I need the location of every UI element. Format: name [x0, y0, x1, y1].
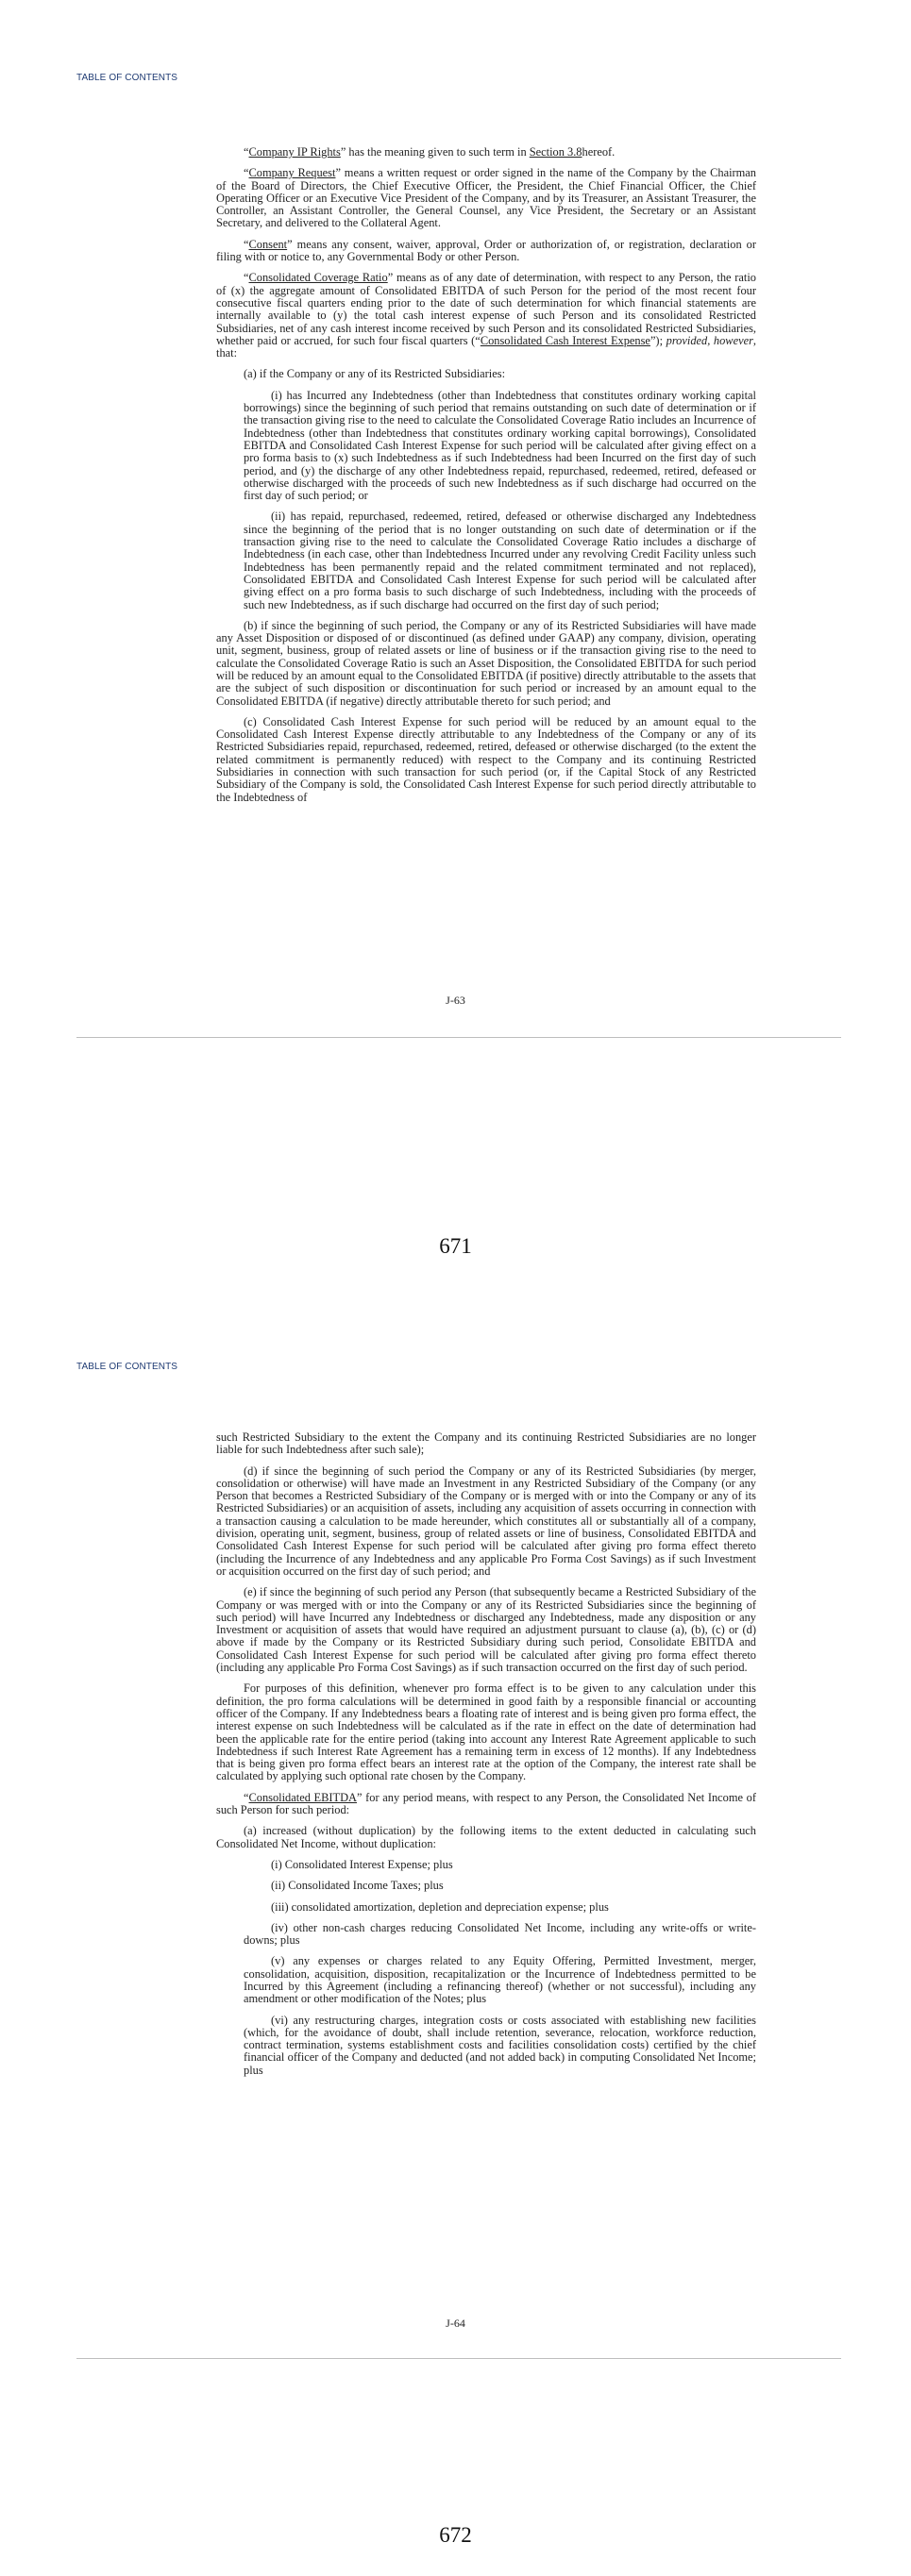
defined-term: Consolidated EBITDA [248, 1790, 357, 1804]
table-of-contents-link[interactable]: TABLE OF CONTENTS [76, 73, 178, 83]
definition-consent: “Consent” means any consent, waiver, approval, Order or authorization of, or registration, declaration or filing with or notice to, any Governmental Body or other Person. [216, 237, 756, 264]
ebitda-item-iv: (iv) other non-cash charges reducing Consolidated Net Income, including any write-offs or write-downs; plus [244, 1920, 756, 1948]
page-footer-number: J-63 [446, 994, 465, 1007]
defined-term: Consent [248, 237, 288, 251]
page-footer-number: J-64 [446, 2317, 465, 2330]
table-of-contents-link[interactable]: TABLE OF CONTENTS [76, 1362, 178, 1372]
page-number: 671 [439, 1234, 472, 1258]
definition-consolidated-ebitda: “Consolidated EBITDA” for any period means, with respect to any Person, the Consolidated Net Income of such Person for such period: [216, 1790, 756, 1817]
ebitda-item-v: (v) any expenses or charges related to any Equity Offering, Permitted Investment, merger, consolidation, acquisition, disposition, recapitalization or the Incurrence of Indebtedness permitted to be Incurred by this Agreement (including a refinancing thereof) (whether or not successful), including any amendment or other modification of the Notes; plus [244, 1954, 756, 2006]
ebitda-item-i: (i) Consolidated Interest Expense; plus [271, 1857, 453, 1871]
pro-forma-paragraph: For purposes of this definition, whenever pro forma effect is to be given to any calculation under this definition, the pro forma calculations will be determined in good faith by a responsible financial or accounting officer of the Company. If any Indebtedness bears a floating rate of interest and is being given pro forma effect, the interest expense on such Indebtedness will be calculated as if the rate in effect on the date of determination had been the applicable rate for the entire period (taking into account any Interest Rate Agreement applicable to such Indebtedness if such Interest Rate Agreement has a remaining term in excess of 12 months). If any Indebtedness that is being given pro forma effect bears an interest rate at the option of the Company, the interest rate shall be calculated by applying such optional rate chosen by the Company. [216, 1681, 756, 1783]
page-number: 672 [439, 2523, 472, 2547]
definition-company-request: “Company Request” means a written request or order signed in the name of the Company by the Chairman of the Board of Directors, the Chief Executive Officer, the President, the Chief Financial Officer, the Chief Operating Officer or an Executive Vice President of the Company, and by its Treasurer, an Assistant Treasurer, the Controller, an Assistant Controller, the General Counsel, any Vice President, the Secretary or an Assistant Secretary, and delivered to the Collateral Agent. [216, 166, 756, 230]
clause-b: (b) if since the beginning of such period, the Company or any of its Restricted Subsidiaries will have made any Asset Disposition or disposed of or discontinued (as defined under GAAP) any company, division, operating unit, segment, business, group of related assets or line of business or if the transaction giving rise to the need to calculate the Consolidated Coverage Ratio is such an Asset Disposition, the Consolidated EBITDA for such period will be reduced by an amount equal to the Consolidated EBITDA (if positive) directly attributable to the assets that are the subject of such disposition or discontinuation for such period or increased by an amount equal to the Consolidated EBITDA (if negative) directly attributable thereto for such period; and [216, 618, 756, 708]
page-1-body [216, 146, 756, 812]
ebitda-clause-a: (a) increased (without duplication) by the following items to the extent deducted in calculating such Consolidated Net Income, without duplication: [216, 1824, 756, 1850]
ebitda-item-ii: (ii) Consolidated Income Taxes; plus [271, 1879, 444, 1893]
page-divider [76, 2358, 841, 2359]
clause-a-ii: (ii) has repaid, repurchased, redeemed, retired, defeased or otherwise discharged any Indebtedness since the beginning of the period that is no longer outstanding on such date of determination or if the transaction giving rise to the need to calculate the Consolidated Coverage Ratio includes a discharge of Indebtedness (in each case, other than Indebtedness Incurred under any revolving Credit Facility unless such Indebtedness has been permanently repaid and the related commitment terminated and not replaced), Consolidated EBITDA and Consolidated Cash Interest Expense for such period will be calculated after giving effect on a pro forma basis to such discharge of such Indebtedness, including with the proceeds of such new Indebtedness, as if such discharge had occurred on the first day of such period; [244, 510, 756, 611]
ebitda-item-vi: (vi) any restructuring charges, integration costs or costs associated with establishing new facilities (which, for the avoidance of doubt, shall include retention, severance, relocation, workforce reduction, contract termination, systems establishment costs and facilities consolidation costs) certified by the chief financial officer of the Company and deducted (and not added back) in computing Consolidated Net Income; plus [244, 2013, 756, 2077]
clause-c-continued: such Restricted Subsidiary to the extent the Company and its continuing Restricted Subsidiaries are no longer liable for such Indebtedness after such sale); [216, 1430, 756, 1457]
defined-term: Consolidated Cash Interest Expense [480, 333, 650, 347]
defined-term: Company Request [248, 166, 336, 180]
ebitda-item-iii: (iii) consolidated amortization, depletion and depreciation expense; plus [271, 1899, 609, 1914]
clause-e: (e) if since the beginning of such period any Person (that subsequently became a Restricted Subsidiary of the Company or was merged with or into the Company or any of its Restricted Subsidiaries since the beginning of such period) will have Incurred any Indebtedness or discharged any Indebtedness, made any disposition or any Investment or acquisition of assets that would have required an adjustment pursuant to clause (a), (b), (c) or (d) above if made by the Company or its Restricted Subsidiary during such period, Consolidate EBITDA and Consolidated Cash Interest Expense for such period will be calculated after giving pro forma effect thereto (including any applicable Pro Forma Cost Savings) as if such transaction occurred on the first day of such period. [216, 1585, 756, 1675]
definition-company-ip-rights: “Company IP Rights” has the meaning given to such term in Section 3.8hereof. [244, 145, 616, 159]
clause-c: (c) Consolidated Cash Interest Expense for such period will be reduced by an amount equal to the Consolidated Cash Interest Expense directly attributable to any Indebtedness of the Company or any of its Restricted Subsidiaries repaid, repurchased, redeemed, retired, defeased or otherwise discharged (to the extent the related commitment is permanently reduced) with respect to the Company and its continuing Restricted Subsidiaries in connection with such transaction for such period (or, if the Capital Stock of any Restricted Subsidiary of the Company is sold, the Consolidated Cash Interest Expense for such period directly attributable to the Indebtedness of [216, 714, 756, 804]
section-reference-link[interactable]: Section 3.8 [529, 145, 582, 159]
clause-a-i: (i) has Incurred any Indebtedness (other than Indebtedness that constitutes ordinary working capital borrowings) since the beginning of such period that remains outstanding on such date of determination or if the transaction giving rise to the need to calculate the Consolidated Coverage Ratio includes an Incurrence of Indebtedness (other than Indebtedness that constitutes ordinary working capital borrowings), Consolidated EBITDA and Consolidated Cash Interest Expense for such period will be calculated after giving effect on a pro forma basis to (x) such Indebtedness as if such Indebtedness had been Incurred on the first day of such period, and (y) the discharge of any other Indebtedness repaid, repurchased, redeemed, retired, defeased or otherwise discharged with the proceeds of such new Indebtedness as if such discharge had occurred on the first day of such period; or [244, 388, 756, 503]
clause-d: (d) if since the beginning of such period the Company or any of its Restricted Subsidiaries (by merger, consolidation or otherwise) will have made an Investment in any Restricted Subsidiary of the Company (or any Person that becomes a Restricted Subsidiary of the Company or is merged with or into the Company or any of its Restricted Subsidiaries) or an acquisition of assets, including any acquisition of assets occurring in connection with a transaction causing a calculation to be made hereunder, which constitutes all or substantially all of a company, division, operating unit, segment, business, group of related assets or line of business, Consolidated EBITDA and Consolidated Cash Interest Expense for such period will be calculated after giving pro forma effect thereto (including the Incurrence of any Indebtedness and any applicable Pro Forma Cost Savings) as if such Investment or acquisition occurred on the first day of such period; and [216, 1464, 756, 1578]
page-2-body [216, 1431, 756, 2085]
clause-a: (a) if the Company or any of its Restricted Subsidiaries: [244, 367, 506, 381]
page-divider [76, 1037, 841, 1038]
defined-term: Consolidated Coverage Ratio [248, 271, 388, 285]
defined-term: Company IP Rights [248, 145, 341, 159]
definition-consolidated-coverage-ratio: “Consolidated Coverage Ratio” means as of any date of determination, with respect to any Person, the ratio of (x) the aggregate amount of Consolidated EBITDA of such Person for the period of the most recent four consecutive fiscal quarters ending prior to the date of such determination for which financial statements are internally available to (y) the total cash interest expense of such Person and its consolidated Restricted Subsidiaries, net of any cash interest income received by such Person and its consolidated Restricted Subsidiaries, whether paid or accrued, for such four fiscal quarters (“Consolidated Cash Interest Expense”); provided, however, that: [216, 271, 756, 360]
